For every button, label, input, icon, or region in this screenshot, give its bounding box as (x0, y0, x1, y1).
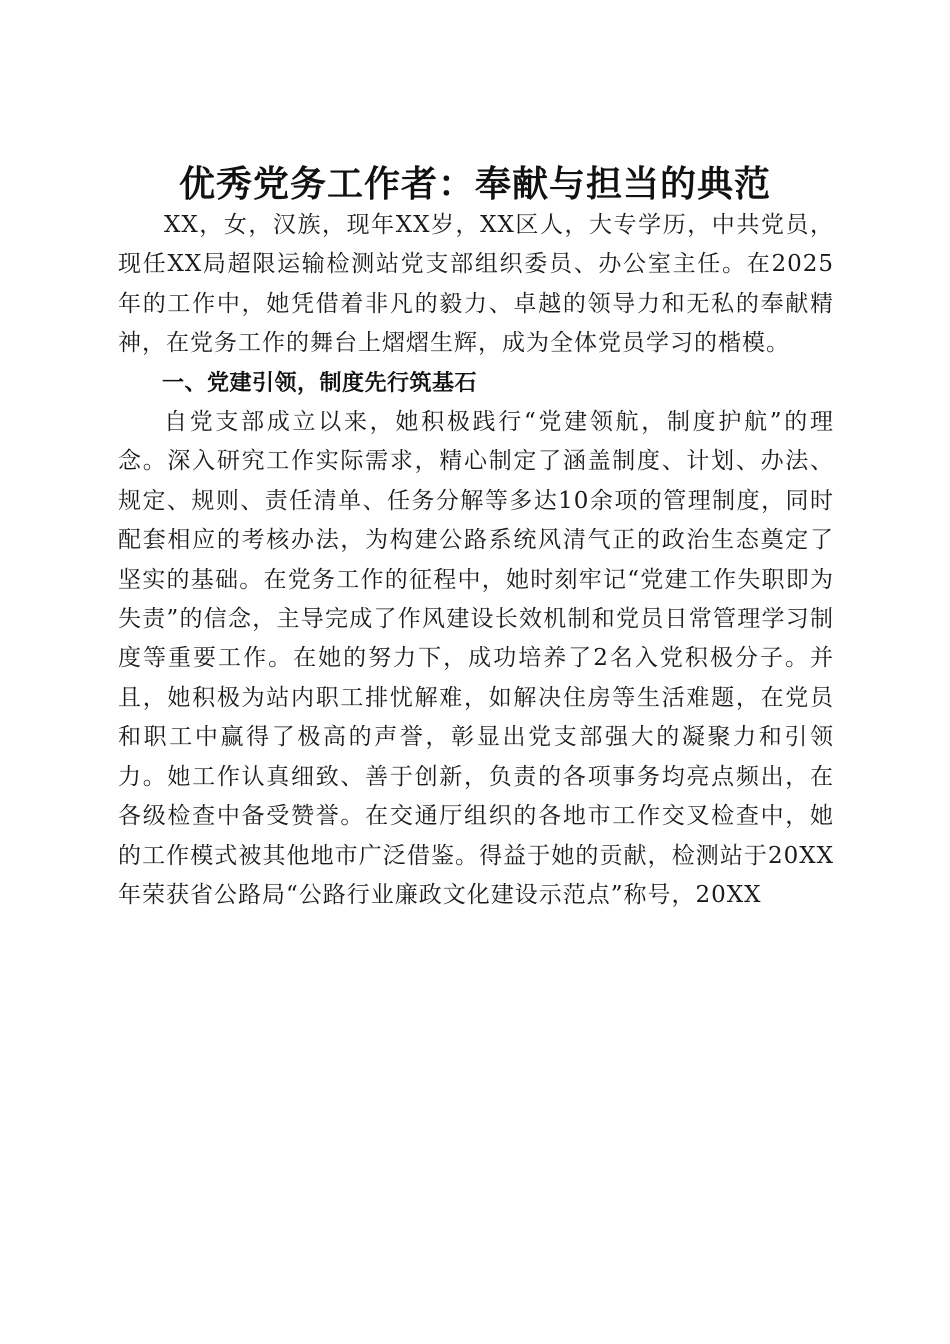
document-body (118, 206, 834, 915)
document-title: 优秀党务工作者：奉献与担当的典范 (178, 163, 771, 206)
section-heading: 一、党建引领，制度先行筑基石 (162, 370, 478, 396)
intro-paragraph: XX，女，汉族，现年XX岁，XX区人，大专学历，中共党员，现任XX局超限运输检测站党支部组织委员、办公室主任。在2025年的工作中，她凭借着非凡的毅力、卓越的领导力和无私的奉献精神，在党务工作的舞台上熠熠生辉，成为全体党员学习的楷模。 (118, 212, 834, 357)
section-paragraph: 自党支部成立以来，她积极践行“党建领航，制度护航”的理念。深入研究工作实际需求，精心制定了涵盖制度、计划、办法、规定、规则、责任清单、任务分解等多达10余项的管理制度，同时配套相应的考核办法，为构建公路系统风清气正的政治生态奠定了坚实的基础。在党务工作的征程中，她时刻牢记“党建工作失职即为失责”的信念，主导完成了作风建设长效机制和党员日常管理学习制度等重要工作。在她的努力下，成功培养了2名入党积极分子。并且，她积极为站内职工排忧解难，如解决住房等生活难题，在党员和职工中赢得了极高的声誉，彰显出党支部强大的凝聚力和引领力。她工作认真细致、善于创新，负责的各项事务均亮点频出，在各级检查中备受赞誉。在交通厅组织的各地市工作交叉检查中，她的工作模式被其他地市广泛借鉴。得益于她的贡献，检测站于20XX年荣获省公路局“公路行业廉政文化建设示范点”称号，20XX (118, 409, 834, 908)
